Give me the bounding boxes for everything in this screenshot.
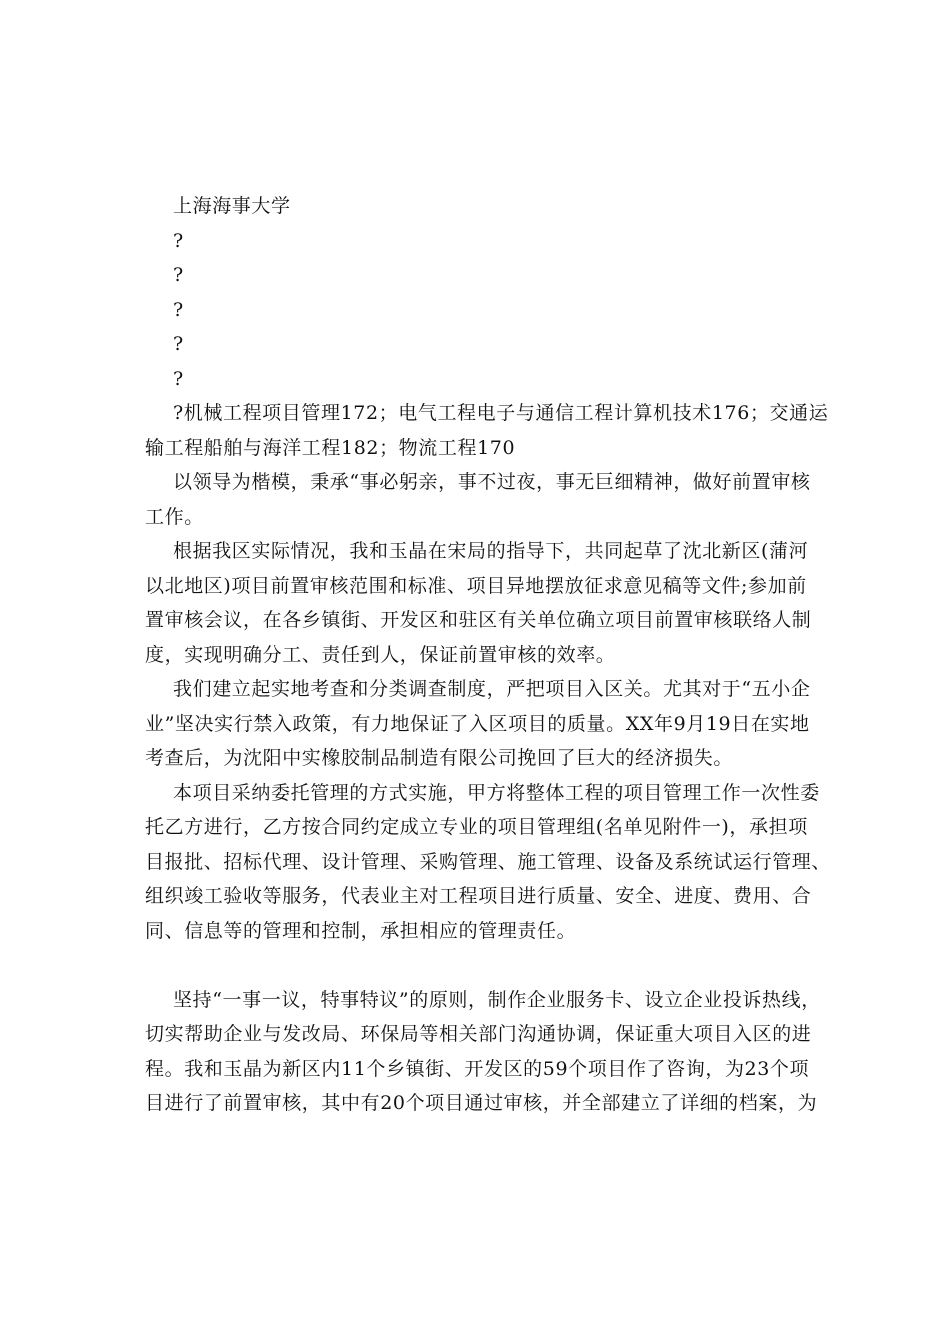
paragraph-line: 程。我和玉晶为新区内11个乡镇街、开发区的59个项目作了咨询，为23个项	[145, 1057, 810, 1080]
paragraph-line: ?机械工程项目管理172；电气工程电子与通信工程计算机技术176；交通运	[173, 402, 829, 424]
paragraph-drafting	[145, 534, 810, 672]
paragraph-leadership	[145, 465, 810, 534]
paragraph-line: 目报批、招标代理、设计管理、采购管理、施工管理、设备及系统试运行管理、	[145, 850, 832, 873]
paragraph-line: 业”坚决实行禁入政策，有力地保证了入区项目的质量。XX年9月19日在实地	[145, 712, 810, 735]
paragraph-spacer	[145, 948, 810, 983]
paragraph-line: 本项目采纳委托管理的方式实施，甲方将整体工程的项目管理工作一次性委	[173, 781, 820, 804]
paragraph-line: 组织竣工验收等服务，代表业主对工程项目进行质量、安全、进度、费用、合	[145, 885, 812, 907]
paragraph-management	[145, 776, 832, 949]
paragraph-service	[145, 983, 821, 1121]
paragraph-line: 置审核会议，在各乡镇街、开发区和驻区有关单位确立项目前置审核联络人制	[145, 609, 812, 631]
question-mark-line: ?	[173, 333, 184, 355]
question-mark-line: ?	[173, 229, 184, 252]
question-mark-line: ?	[173, 264, 184, 286]
document-body	[145, 189, 832, 1121]
paragraph-line: 同、信息等的管理和控制，承担相应的管理责任。	[145, 919, 577, 942]
paragraph-inspection	[145, 672, 810, 776]
question-mark-line: ?	[173, 298, 184, 321]
paragraph-line: 输工程船舶与海洋工程182；物流工程170	[145, 436, 516, 459]
paragraph-scores	[145, 396, 829, 465]
paragraph-line: 以北地区)项目前置审核范围和标准、项目异地摆放征求意见稿等文件;参加前	[145, 574, 807, 597]
question-mark-line: ?	[173, 367, 184, 390]
paragraph-line: 考查后，为沈阳中实橡胶制品制造有限公司挽回了巨大的经济损失。	[145, 747, 734, 769]
paragraph-line: 目进行了前置审核，其中有20个项目通过审核，并全部建立了详细的档案，为	[145, 1092, 818, 1114]
paragraph-line: 工作。	[145, 505, 204, 528]
paragraph-line: 坚持“一事一议，特事特议”的原则，制作企业服务卡、设立企业投诉热线，	[173, 988, 821, 1011]
document-heading: 上海海事大学	[173, 195, 291, 217]
paragraph-line: 我们建立起实地考查和分类调查制度，严把项目入区关。尤其对于“五小企	[173, 678, 811, 700]
paragraph-line: 以领导为楷模，秉承“事必躬亲，事不过夜，事无巨细精神，做好前置审核	[173, 471, 811, 493]
paragraph-line: 切实帮助企业与发改局、环保局等相关部门沟通协调，保证重大项目入区的进	[145, 1023, 812, 1045]
paragraph-line: 托乙方进行，乙方按合同约定成立专业的项目管理组(名单见附件一)，承担项	[145, 816, 808, 838]
paragraph-line: 根据我区实际情况，我和玉晶在宋局的指导下，共同起草了沈北新区(蒲河	[173, 540, 809, 562]
paragraph-line: 度，实现明确分工、责任到人，保证前置审核的效率。	[145, 643, 616, 666]
